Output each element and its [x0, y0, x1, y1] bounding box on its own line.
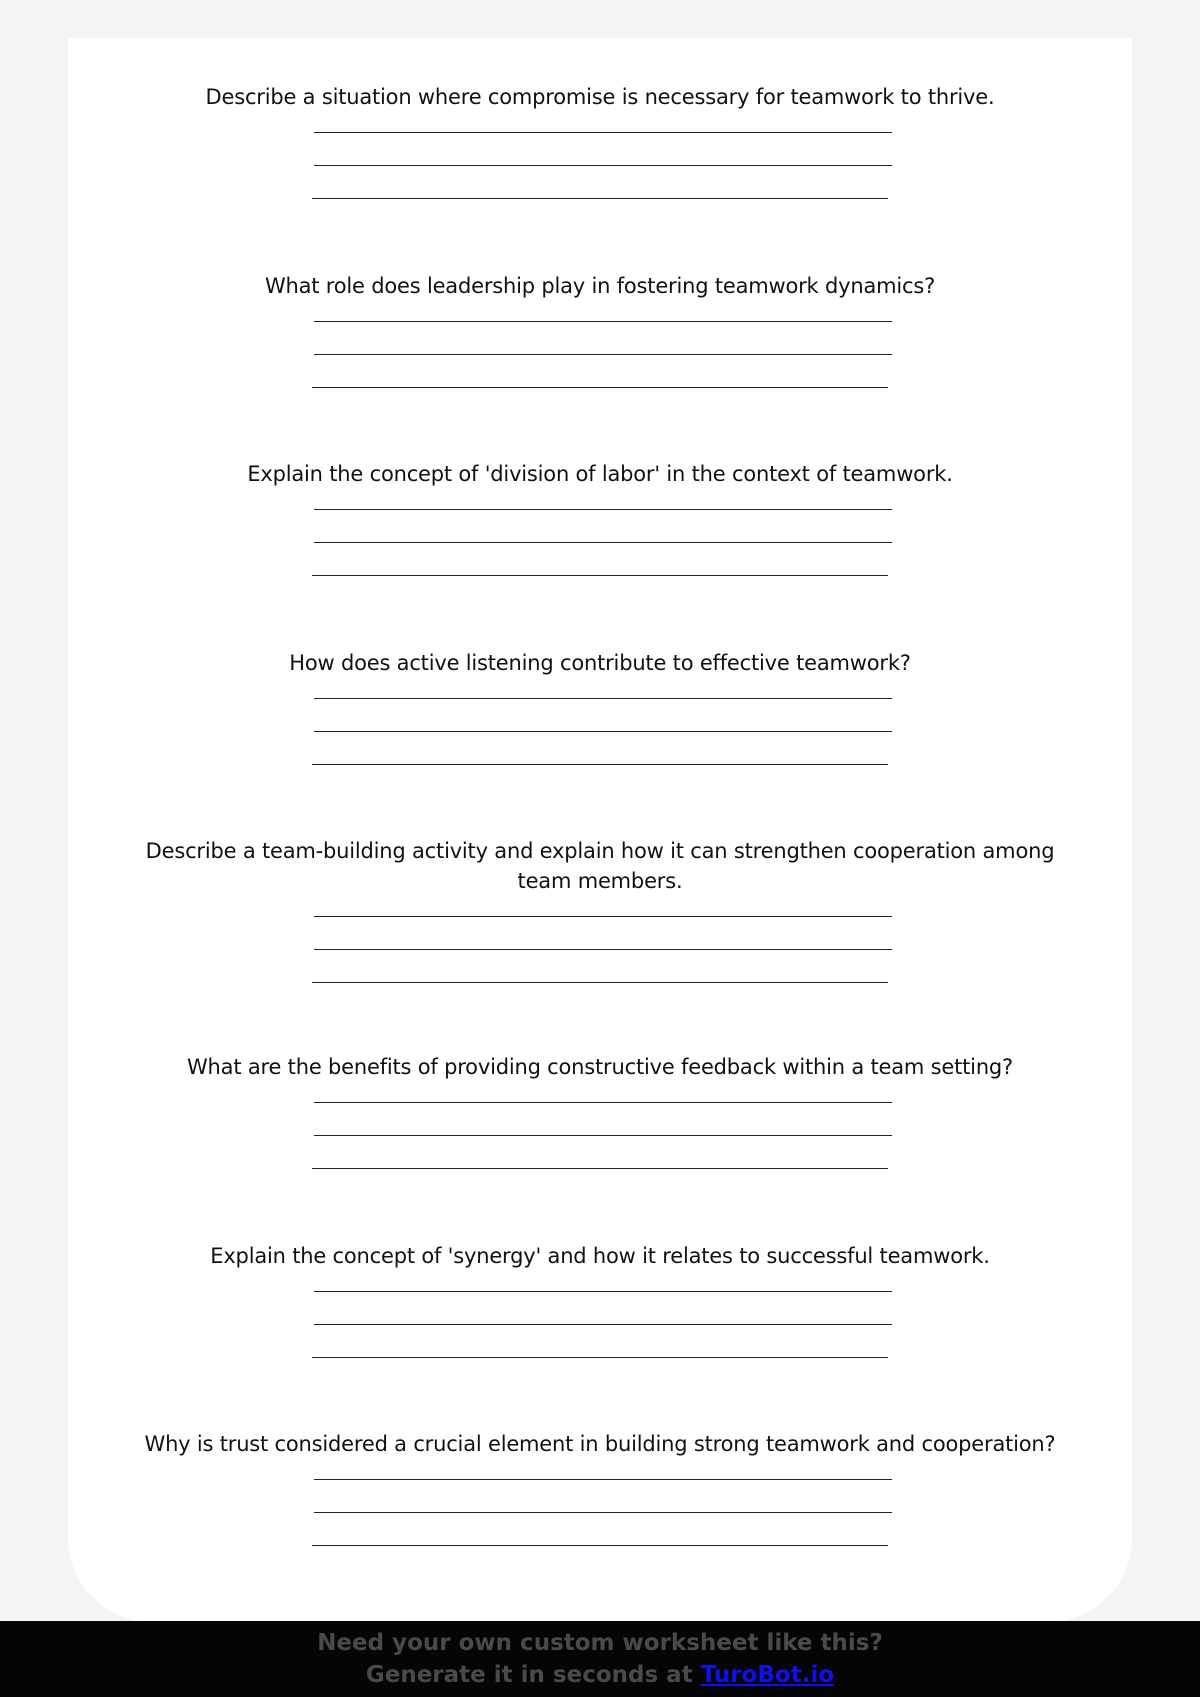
question-item [68, 1429, 1132, 1618]
question-text: Why is trust considered a crucial element in building strong teamwork and cooperation? [144, 1432, 1056, 1456]
turobot-link[interactable]: TuroBot.io [700, 1662, 835, 1688]
question-item [68, 459, 1132, 648]
answer-line [314, 1135, 892, 1136]
question-text: Describe a team-building activity and explain how it can strengthen cooperation among team members. [145, 839, 1055, 893]
answer-line [314, 949, 892, 950]
answer-line [314, 165, 892, 166]
answer-line [312, 982, 888, 983]
answer-line [314, 916, 892, 917]
question-item [68, 271, 1132, 460]
answer-line [314, 1479, 892, 1480]
banner-line-1: Need your own custom worksheet like this? [317, 1630, 883, 1656]
answer-line [314, 1324, 892, 1325]
banner-line-2-text: Generate it in seconds at [365, 1662, 701, 1688]
answer-line [312, 387, 888, 388]
question-text: Describe a situation where compromise is necessary for teamwork to thrive. [205, 85, 995, 109]
answer-line [314, 509, 892, 510]
question-text: Explain the concept of 'synergy' and how it relates to successful teamwork. [210, 1243, 990, 1268]
answer-line [314, 1512, 892, 1513]
question-text: What are the benefits of providing constructive feedback within a team setting? [186, 1055, 1013, 1079]
answer-line [312, 575, 888, 576]
answer-line [312, 1357, 888, 1358]
answer-line [314, 731, 892, 732]
answer-line [314, 321, 892, 322]
promo-banner [0, 1621, 1200, 1697]
answer-line [312, 1168, 888, 1169]
question-item [68, 1052, 1132, 1241]
answer-line [314, 698, 892, 699]
answer-line [314, 1291, 892, 1292]
question-list [68, 82, 1132, 1618]
banner-line-2 [0, 1659, 1200, 1691]
answer-line [312, 1545, 888, 1546]
answer-line [314, 354, 892, 355]
question-text: What role does leadership play in fostering teamwork dynamics? [264, 273, 936, 298]
answer-line [314, 132, 892, 133]
answer-line [312, 198, 888, 199]
answer-line [312, 764, 888, 765]
question-item [68, 836, 1132, 1052]
question-item [68, 1241, 1132, 1430]
answer-line [314, 1102, 892, 1103]
question-item [68, 648, 1132, 837]
question-item [68, 82, 1132, 271]
question-text: Explain the concept of 'division of labor' in the context of teamwork. [247, 462, 953, 486]
worksheet-page [68, 38, 1132, 1622]
answer-line [314, 542, 892, 543]
question-text: How does active listening contribute to effective teamwork? [289, 650, 911, 675]
